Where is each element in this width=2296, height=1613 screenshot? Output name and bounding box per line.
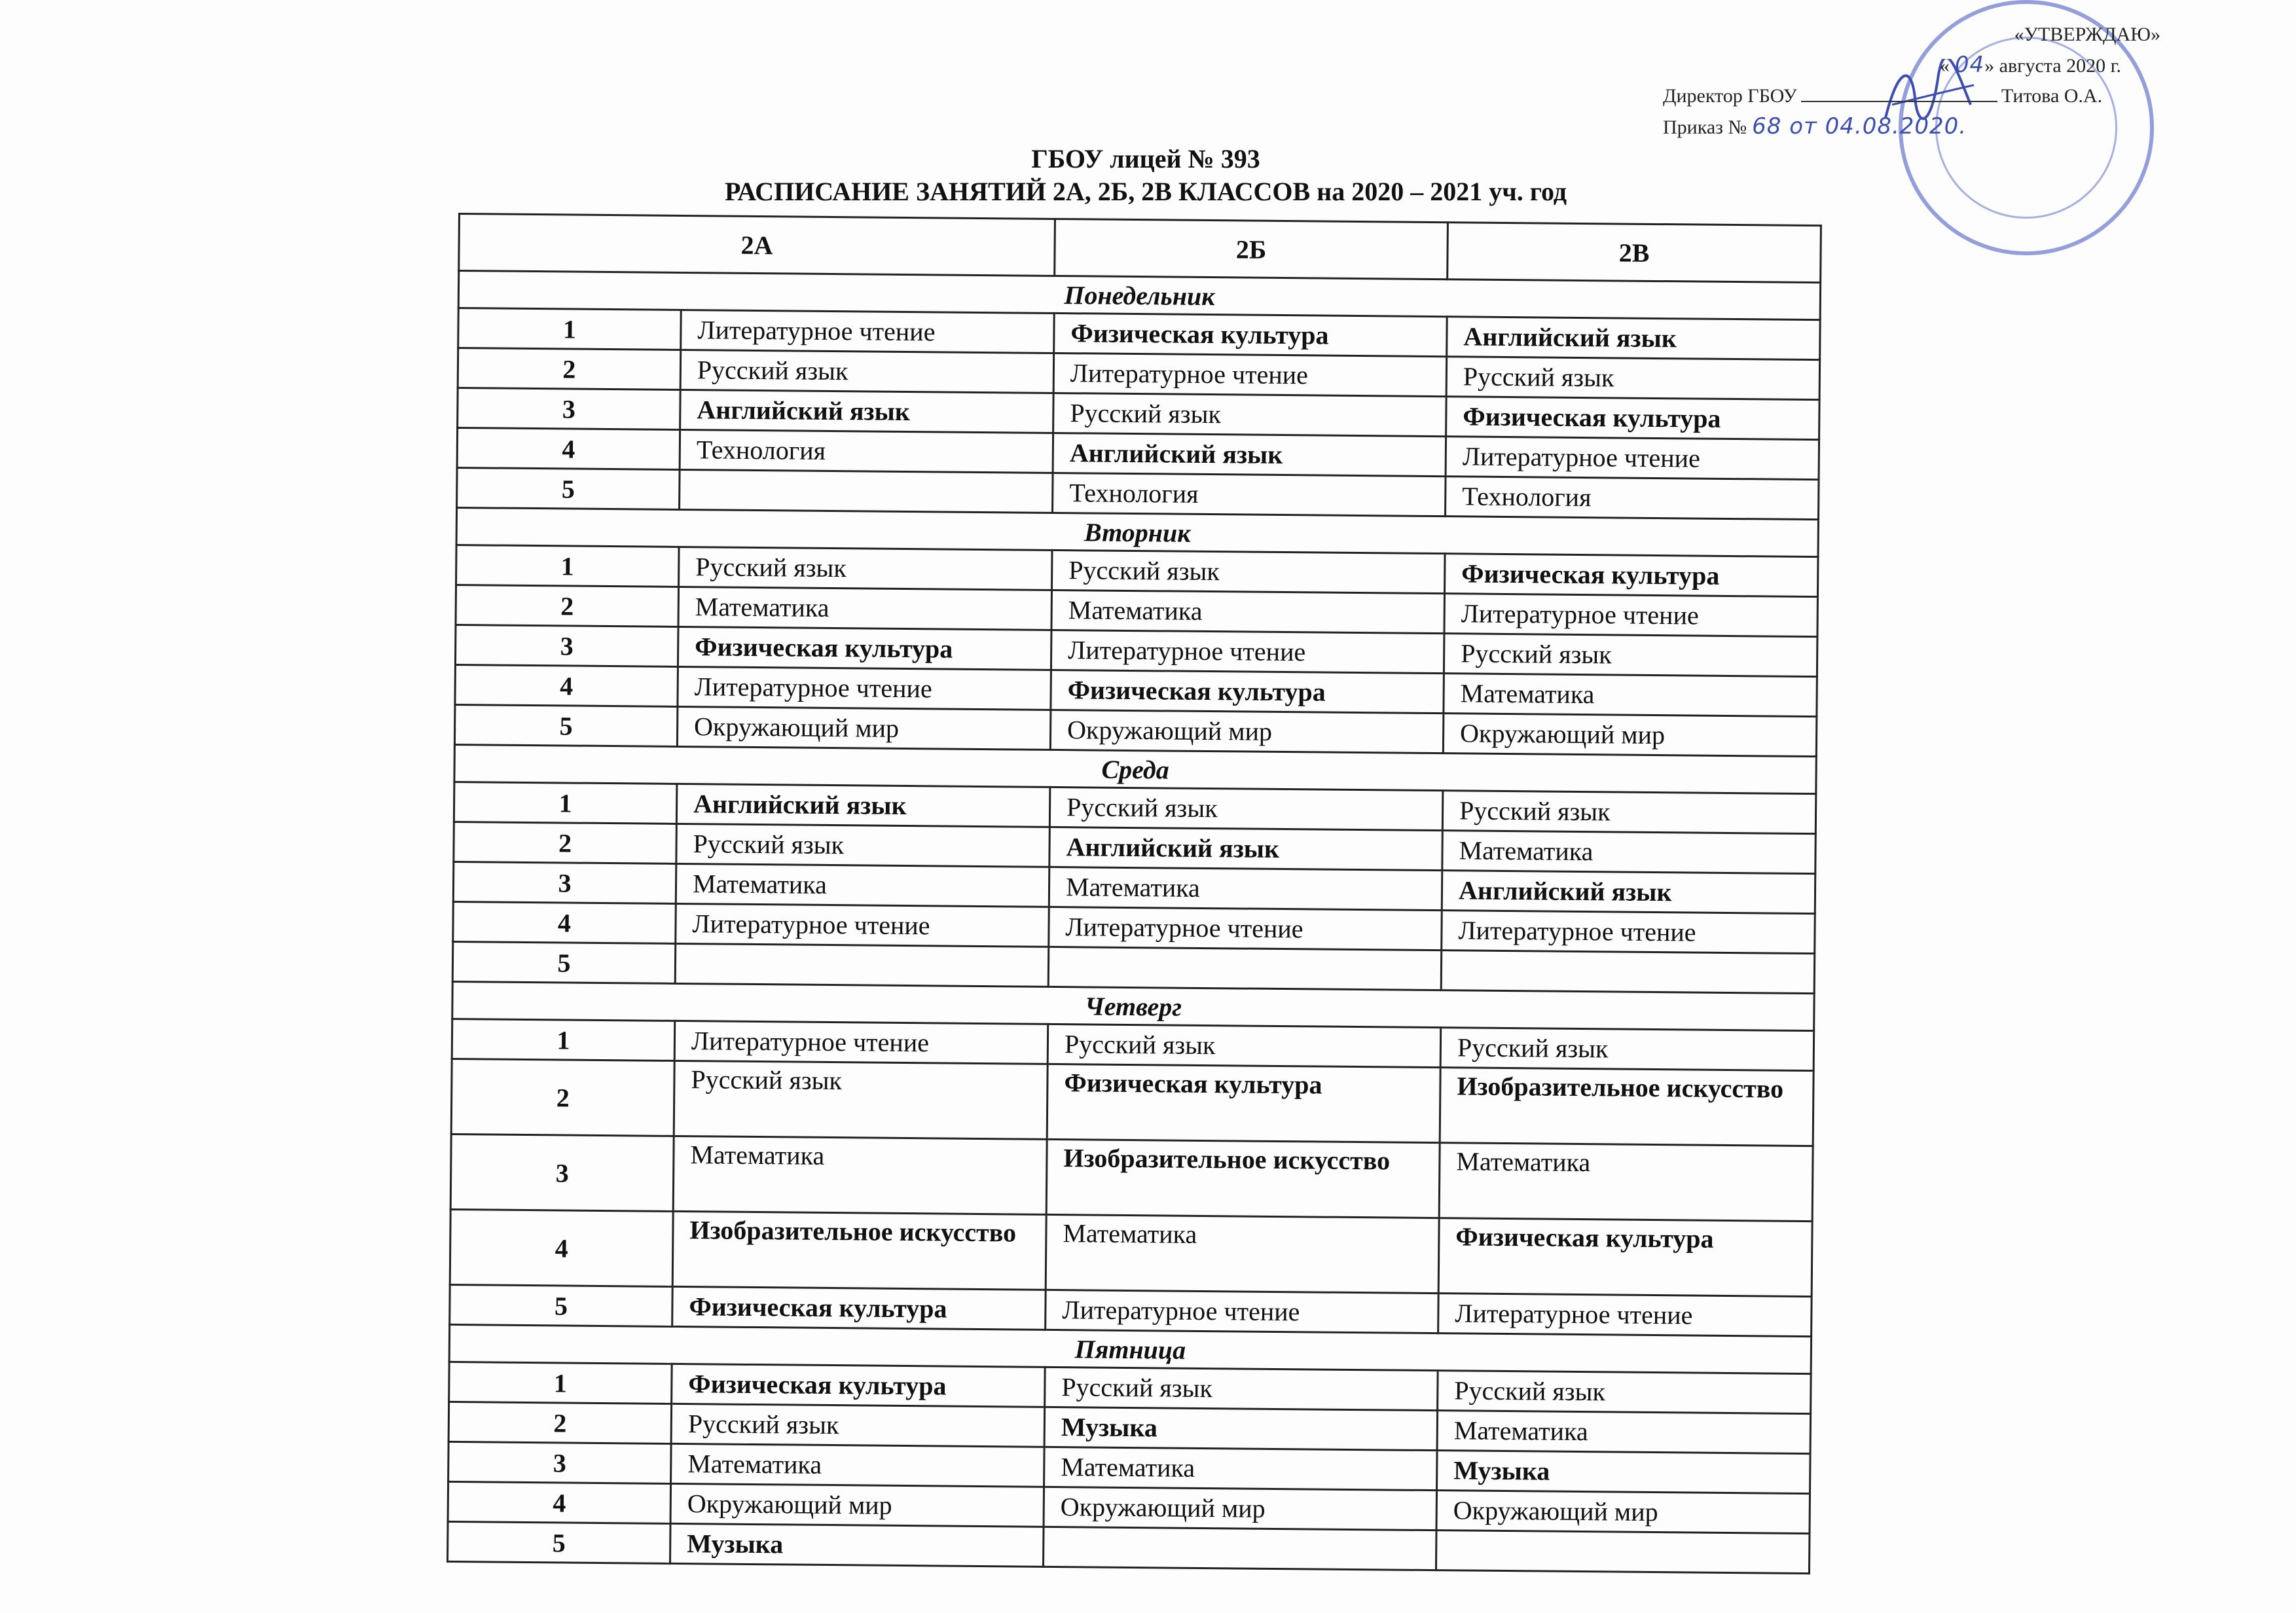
subject-cell-c: Английский язык bbox=[1447, 317, 1821, 360]
subject-cell-c: Литературное чтение bbox=[1438, 1294, 1812, 1337]
subject-cell-b: Английский язык bbox=[1049, 827, 1443, 870]
lesson-number: 4 bbox=[450, 1209, 673, 1286]
subject-cell-c: Изобразительное искусство bbox=[1440, 1068, 1813, 1146]
subject-cell-b: Физическая культура bbox=[1047, 1064, 1440, 1142]
subject-cell-a: Литературное чтение bbox=[678, 666, 1051, 710]
subject-cell-a: Музыка bbox=[670, 1523, 1044, 1567]
order-line bbox=[1663, 111, 2187, 143]
subject-cell-c: Английский язык bbox=[1442, 871, 1815, 914]
subject-cell-a bbox=[675, 943, 1049, 987]
lesson-row bbox=[451, 1059, 1813, 1146]
schedule-title: РАСПИСАНИЕ ЗАНЯТИЙ 2А, 2Б, 2В КЛАССОВ на 2020 – 2021 уч. год bbox=[724, 177, 1567, 206]
subject-cell-a: Математика bbox=[673, 1136, 1047, 1214]
schedule-table bbox=[446, 213, 1822, 1574]
subject-cell-b: Литературное чтение bbox=[1051, 630, 1444, 673]
lesson-row bbox=[450, 1134, 1813, 1221]
subject-cell-a: Окружающий мир bbox=[677, 706, 1051, 750]
subject-cell-c: Русский язык bbox=[1440, 1028, 1814, 1071]
day-name: Пятница bbox=[449, 1324, 1811, 1373]
lesson-number: 5 bbox=[448, 1521, 671, 1563]
header-class-2v: 2В bbox=[1448, 223, 1821, 283]
subject-cell-a: Литературное чтение bbox=[674, 1021, 1048, 1064]
subject-cell-b bbox=[1048, 947, 1442, 990]
subject-cell-b: Окружающий мир bbox=[1044, 1487, 1437, 1530]
lesson-number: 1 bbox=[456, 545, 680, 587]
subject-cell-a: Английский язык bbox=[676, 784, 1050, 827]
lesson-number: 1 bbox=[454, 782, 677, 824]
subject-cell-a: Окружающий мир bbox=[670, 1483, 1044, 1527]
subject-cell-c: Физическая культура bbox=[1444, 554, 1818, 597]
subject-cell-c: Музыка bbox=[1437, 1451, 1811, 1494]
subject-cell-b: Математика bbox=[1051, 590, 1445, 633]
subject-cell-c: Русский язык bbox=[1438, 1371, 1812, 1414]
day-name: Понедельник bbox=[458, 271, 1820, 320]
subject-cell-c: Технология bbox=[1446, 477, 1819, 520]
subject-cell-a: Русский язык bbox=[671, 1404, 1045, 1447]
subject-cell-a: Русский язык bbox=[680, 350, 1054, 393]
subject-cell-b: Окружающий мир bbox=[1050, 710, 1444, 753]
lesson-number: 1 bbox=[449, 1362, 672, 1404]
subject-cell-c: Окружающий мир bbox=[1436, 1491, 1810, 1534]
director-label: Директор ГБОУ bbox=[1663, 85, 1797, 107]
subject-cell-a: Физическая культура bbox=[672, 1286, 1046, 1330]
director-name: Титова О.А. bbox=[2001, 85, 2103, 107]
lesson-number: 5 bbox=[457, 467, 680, 509]
approval-date: « 04» августа 2020 г. bbox=[1939, 52, 2121, 78]
schedule-body bbox=[448, 271, 1821, 1574]
subject-cell-b: Технология bbox=[1053, 473, 1446, 516]
subject-cell-a: Литературное чтение bbox=[681, 310, 1055, 353]
lesson-number: 2 bbox=[458, 348, 681, 390]
lesson-number: 3 bbox=[450, 1134, 674, 1211]
subject-cell-c: Литературное чтение bbox=[1444, 594, 1818, 637]
subject-cell-c: Окружающий мир bbox=[1443, 714, 1817, 757]
subject-cell-a: Русский язык bbox=[679, 547, 1053, 590]
subject-cell-a: Физическая культура bbox=[678, 626, 1051, 670]
approval-day: 04 bbox=[1954, 52, 1985, 78]
subject-cell-a: Математика bbox=[676, 863, 1049, 907]
subject-cell-c: Литературное чтение bbox=[1446, 437, 1819, 480]
subject-cell-b: Русский язык bbox=[1045, 1367, 1438, 1410]
subject-cell-a: Литературное чтение bbox=[676, 903, 1049, 947]
day-name: Вторник bbox=[456, 507, 1818, 556]
approval-block bbox=[1663, 20, 2187, 143]
lesson-number: 1 bbox=[452, 1019, 675, 1060]
subject-cell-b: Физическая культура bbox=[1051, 670, 1444, 713]
subject-cell-b: Русский язык bbox=[1053, 393, 1447, 436]
subject-cell-b: Русский язык bbox=[1049, 787, 1443, 830]
lesson-row bbox=[450, 1209, 1812, 1296]
subject-cell-a bbox=[680, 469, 1053, 513]
subject-cell-a: Технология bbox=[680, 429, 1053, 473]
lesson-number: 3 bbox=[455, 625, 678, 666]
lesson-number: 3 bbox=[448, 1441, 672, 1483]
subject-cell-b: Математика bbox=[1046, 1214, 1439, 1293]
lesson-number: 2 bbox=[451, 1059, 674, 1136]
lesson-number: 5 bbox=[454, 704, 678, 746]
subject-cell-c bbox=[1441, 951, 1815, 994]
lesson-number: 4 bbox=[455, 664, 678, 706]
subject-cell-c: Физическая культура bbox=[1438, 1218, 1812, 1297]
subject-cell-b: Литературное чтение bbox=[1049, 907, 1442, 950]
subject-cell-b: Математика bbox=[1049, 867, 1442, 910]
lesson-number: 5 bbox=[452, 941, 676, 983]
director-line bbox=[1663, 81, 2187, 111]
subject-cell-b: Математика bbox=[1044, 1447, 1438, 1490]
approval-title: «УТВЕРЖДАЮ» bbox=[2014, 24, 2160, 45]
header-class-2a: 2А bbox=[459, 214, 1055, 276]
lesson-number: 4 bbox=[453, 901, 676, 943]
subject-cell-c: Математика bbox=[1439, 1143, 1813, 1222]
subject-cell-c: Русский язык bbox=[1446, 357, 1820, 400]
subject-cell-b: Изобразительное искусство bbox=[1046, 1139, 1440, 1218]
subject-cell-b: Физическая культура bbox=[1054, 313, 1448, 356]
subject-cell-b: Английский язык bbox=[1053, 433, 1446, 476]
subject-cell-c bbox=[1436, 1531, 1810, 1574]
subject-cell-b: Русский язык bbox=[1048, 1024, 1441, 1067]
subject-cell-a: Английский язык bbox=[680, 390, 1054, 433]
lesson-number: 1 bbox=[458, 308, 682, 350]
lesson-number: 4 bbox=[457, 428, 680, 470]
signature-line bbox=[1801, 81, 1997, 102]
subject-cell-c: Математика bbox=[1442, 831, 1816, 874]
subject-cell-b: Литературное чтение bbox=[1046, 1290, 1439, 1333]
lesson-number: 3 bbox=[458, 388, 681, 430]
lesson-number: 5 bbox=[450, 1284, 673, 1326]
lesson-number: 3 bbox=[453, 861, 676, 903]
order-value: 68 от 04.08.2020. bbox=[1752, 113, 1967, 139]
subject-cell-b: Литературное чтение bbox=[1053, 353, 1447, 396]
subject-cell-a: Русский язык bbox=[676, 824, 1050, 867]
subject-cell-a: Математика bbox=[671, 1443, 1045, 1487]
subject-cell-c: Русский язык bbox=[1442, 791, 1816, 834]
header-class-2b: 2Б bbox=[1055, 219, 1448, 279]
subject-cell-c: Математика bbox=[1444, 674, 1817, 717]
subject-cell-a: Изобразительное искусство bbox=[672, 1211, 1046, 1290]
lesson-number: 2 bbox=[448, 1402, 672, 1443]
day-name: Четверг bbox=[452, 981, 1814, 1030]
subject-cell-c: Математика bbox=[1437, 1411, 1811, 1454]
school-title: ГБОУ лицей № 393 bbox=[1031, 144, 1260, 173]
subject-cell-c: Физическая культура bbox=[1446, 397, 1820, 440]
subject-cell-a: Физическая культура bbox=[672, 1364, 1046, 1407]
subject-cell-a: Математика bbox=[678, 587, 1052, 630]
lesson-number: 2 bbox=[454, 822, 677, 863]
subject-cell-b: Русский язык bbox=[1052, 550, 1446, 593]
subject-cell-b bbox=[1043, 1527, 1436, 1570]
lesson-number: 2 bbox=[456, 585, 679, 626]
lesson-number: 4 bbox=[448, 1481, 671, 1523]
order-label: Приказ № bbox=[1663, 117, 1747, 138]
subject-cell-c: Русский язык bbox=[1444, 634, 1817, 677]
subject-cell-b: Музыка bbox=[1044, 1407, 1438, 1450]
day-name: Среда bbox=[454, 744, 1816, 793]
subject-cell-a: Русский язык bbox=[674, 1060, 1048, 1139]
subject-cell-c: Литературное чтение bbox=[1442, 911, 1815, 954]
